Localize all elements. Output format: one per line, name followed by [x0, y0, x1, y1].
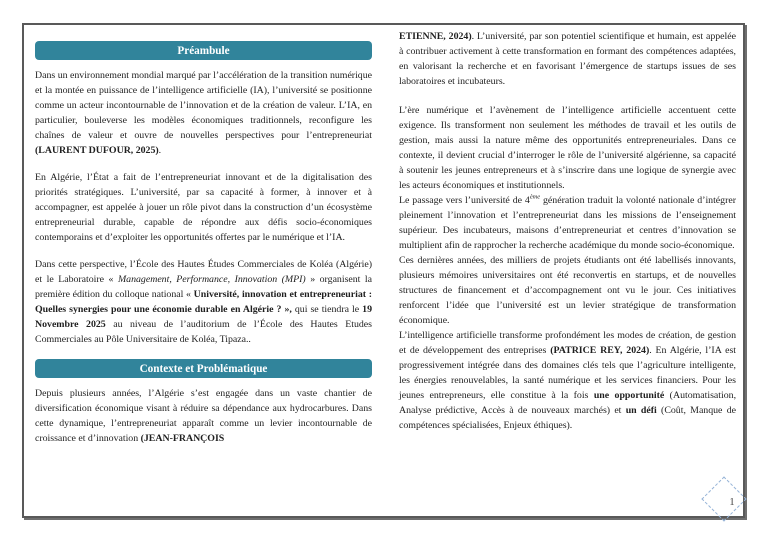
- paragraph-right-3: Le passage vers l’université de 4ème génération traduit la volonté nationale d’intégrer pleinement l’innovation et l’entrepreneuriat dans les missions de l’enseignement supérieur. Des incubateurs, maisons d’entrepreneuriat et centres d’innovation se multiplient afin de rapprocher la recherche académique du monde socio-économique.: [399, 193, 736, 251]
- paragraph-right-4: Ces dernières années, des milliers de projets étudiants ont été labellisés innovants, plusieurs mémoires universitaires ont été reconvertis en startups, et de nouvelles structures de financement et d’accompagnement ont vu le jour. Ces initiatives renforcent l’idée que l’université est un levier stratégique de transformation économique.: [399, 255, 736, 326]
- paragraph-right-2: L’ère numérique et l’avènement de l’intelligence artificielle accentuent cette exigence. Ils transforment non seulement les méthodes de travail et les outils de gestion, mais aussi la nature même des opportunités entrepreneuriales. Dans ce contexte, il devient crucial d’interroger le rôle de l’université algérienne, sa capacité à soutenir les jeunes entrepreneurs et à s’inscrire dans une logique de synergie avec les acteurs économiques et institutionnels.: [399, 105, 736, 191]
- page-number: 1: [729, 497, 735, 508]
- two-column-layout: [24, 25, 743, 516]
- paragraph-contexte-1: Depuis plusieurs années, l’Algérie s’est engagée dans un vaste chantier de diversification économique visant à réduire sa dépendance aux hydrocarbures. Dans cette dynamique, l’entrepreneuriat apparaît comme un levier incontournable de croissance et d’innovation (JEAN-FRANÇOIS: [35, 388, 372, 444]
- right-column: [399, 29, 736, 516]
- section-heading-preambule: Préambule: [35, 41, 372, 60]
- paragraph-right-1: ETIENNE, 2024). L’université, par son potentiel scientifique et humain, est appelée à contribuer activement à cette transformation en formant des compétences adaptées, en valorisant la recherche et en favorisant l’émergence de startups issues de ses laboratoires et incubateurs.: [399, 31, 736, 87]
- paragraph-preambule-1: Dans un environnement mondial marqué par l’accélération de la transition numérique et la montée en puissance de l’intelligence artificielle (IA), l’université se positionne comme un acteur incontournable de l’innovation et de la création de valeur. L’IA, en particulier, bouleverse les modèles économiques traditionnels, reconfigure les chaînes de valeur et ouvre de nouvelles perspectives pour l’entrepreneuriat (LAURENT DUFOUR, 2025).: [35, 70, 372, 156]
- paragraph-right-5: L’intelligence artificielle transforme profondément les modes de création, de gestion et de développement des entreprises (PATRICE REY, 2024). En Algérie, l’IA est progressivement intégrée dans des domaines clés tels que l’agriculture intelligente, les énergies renouvelables, la santé numérique et les services financiers. Pour les jeunes entrepreneurs, elle constitue à la fois une opportunité (Automatisation, Analyse prédictive, Accès à de nouveaux marchés) et un défi (Coût, Manque de compétences spécialisées, Enjeux éthiques).: [399, 330, 737, 431]
- section-heading-contexte: Contexte et Problématique: [35, 359, 372, 378]
- left-column: [35, 29, 372, 516]
- paragraph-preambule-2: En Algérie, l’État a fait de l’entrepreneuriat innovant et de la digitalisation des priorités stratégiques. L’université, par sa capacité à former, à innover et à accompagner, est appelée à jouer un rôle pivot dans la construction d’un écosystème entrepreneurial durable, capable de répondre aux défis socio-économiques contemporains et d’exploiter les opportunités offertes par le numérique et l’IA.: [35, 172, 372, 243]
- paragraph-preambule-3: Dans cette perspective, l’École des Hautes Études Commerciales de Koléa (Algérie) et le Laboratoire « Management, Performance, Innovation (MPI) » organisent la première édition du colloque national « Université, innovation et entrepreneuriat : Quelles synergies pour une économie durable en Algérie ? », qui se tiendra le 19 Novembre 2025 au niveau de l’auditorium de l’École des Hautes Etudes Commerciales au Pôle Universitaire de Koléa, Tipaza..: [35, 259, 373, 345]
- document-page-frame: [22, 23, 745, 518]
